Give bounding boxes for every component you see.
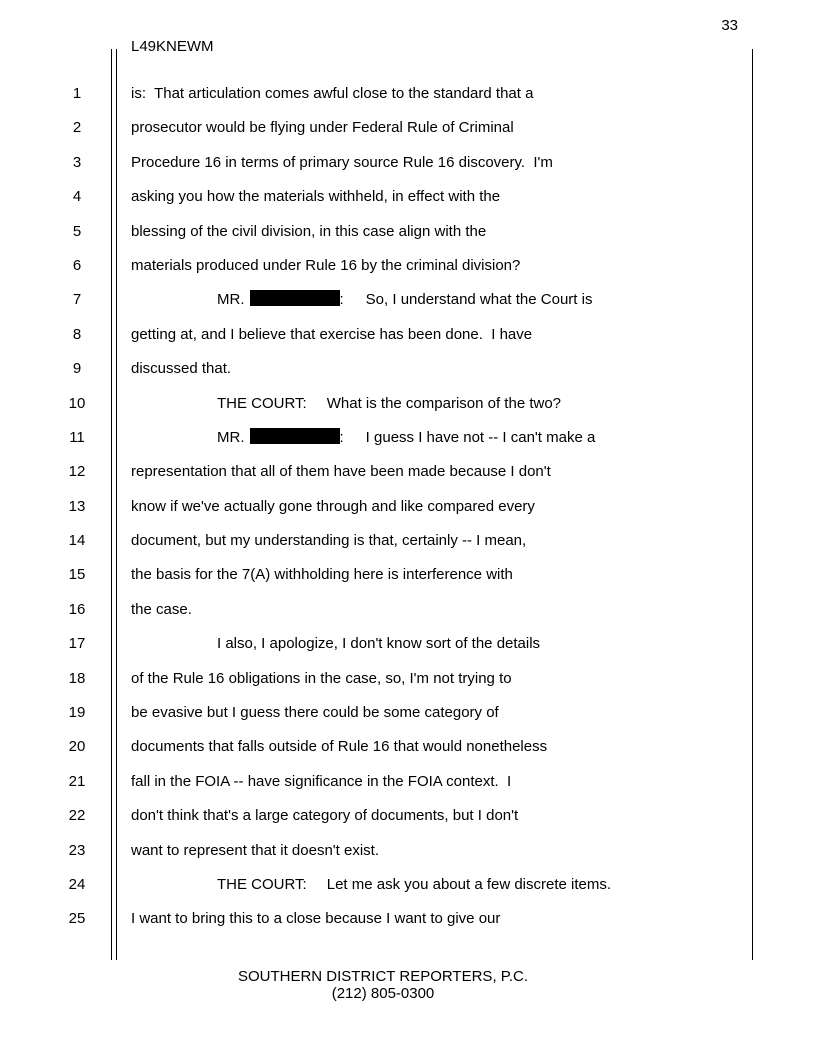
transcript-line xyxy=(0,256,816,290)
transcript-line xyxy=(0,497,816,531)
line-text: be evasive but I guess there could be some category of xyxy=(131,704,499,722)
footer xyxy=(0,968,766,1002)
line-text: asking you how the materials withheld, in effect with the xyxy=(131,188,501,206)
line-number: 18 xyxy=(68,669,86,687)
line-number: 23 xyxy=(68,841,86,859)
line-text: is: That articulation comes awful close to the standard that a xyxy=(131,85,534,102)
transcript-body xyxy=(0,84,816,944)
line-text: fall in the FOIA -- have significance in the FOIA context. I xyxy=(131,772,512,790)
line-number: 14 xyxy=(68,532,86,550)
line-text: blessing of the civil division, in this case align with the xyxy=(131,222,487,240)
transcript-line xyxy=(0,806,816,840)
transcript-line xyxy=(0,84,816,118)
line-number: 11 xyxy=(69,428,85,446)
page-number: 33 xyxy=(721,17,738,34)
redaction-block xyxy=(250,290,340,306)
line-text: materials produced under Rule 16 by the criminal division? xyxy=(131,256,521,274)
line-text: know if we've actually gone through and like compared every xyxy=(131,497,535,515)
speaker-label: THE COURT: xyxy=(217,394,307,412)
line-text: I guess I have not -- I can't make a xyxy=(365,428,596,446)
speaker-label: MR. xyxy=(217,428,245,446)
line-text: the case. xyxy=(131,600,192,618)
line-text: prosecutor would be flying under Federal Rule of Criminal xyxy=(131,119,514,137)
line-text: I want to bring this to a close because I want to give our xyxy=(131,910,501,928)
transcript-line xyxy=(0,737,816,771)
line-number: 20 xyxy=(68,738,86,756)
transcript-line xyxy=(0,669,816,703)
transcript-line xyxy=(0,600,816,634)
speaker-label: THE COURT: xyxy=(217,875,307,893)
line-number: 6 xyxy=(72,256,82,274)
line-text: I also, I apologize, I don't know sort of the details xyxy=(217,635,541,653)
transcript-line xyxy=(0,290,816,324)
line-text: Procedure 16 in terms of primary source Rule 16 discovery. I'm xyxy=(131,153,553,171)
line-number: 3 xyxy=(72,153,82,171)
line-number: 24 xyxy=(68,875,86,893)
line-text: the basis for the 7(A) withholding here is interference with xyxy=(131,566,513,584)
line-text: discussed that. xyxy=(131,360,232,378)
speaker-colon: : xyxy=(339,291,344,309)
line-number: 1 xyxy=(72,85,82,102)
line-text: want to represent that it doesn't exist. xyxy=(131,841,379,859)
speaker-colon: : xyxy=(339,428,344,446)
transcript-line xyxy=(0,394,816,428)
line-number: 10 xyxy=(68,394,86,412)
line-text: What is the comparison of the two? xyxy=(326,394,562,412)
footer-reporter: SOUTHERN DISTRICT REPORTERS, P.C. xyxy=(237,968,529,985)
line-text: don't think that's a large category of documents, but I don't xyxy=(131,807,519,825)
line-text: getting at, and I believe that exercise has been done. I have xyxy=(131,325,533,343)
transcript-line xyxy=(0,222,816,256)
line-number: 4 xyxy=(72,188,82,206)
line-number: 15 xyxy=(68,566,86,584)
line-text: representation that all of them have been made because I don't xyxy=(131,463,551,481)
line-number: 21 xyxy=(68,772,86,790)
transcript-line xyxy=(0,909,816,943)
line-number: 9 xyxy=(72,360,82,378)
transcript-line xyxy=(0,531,816,565)
footer-phone: (212) 805-0300 xyxy=(331,985,435,1002)
line-number: 7 xyxy=(72,291,82,309)
line-number: 12 xyxy=(68,463,86,481)
line-number: 8 xyxy=(72,325,82,343)
redaction-block xyxy=(250,428,340,444)
speaker-label: MR. xyxy=(217,291,245,309)
transcript-line xyxy=(0,428,816,462)
transcript-line xyxy=(0,772,816,806)
line-number: 22 xyxy=(68,807,86,825)
transcript-line xyxy=(0,118,816,152)
transcript-line xyxy=(0,841,816,875)
transcript-line xyxy=(0,359,816,393)
speaker-line xyxy=(217,428,595,447)
line-text: documents that falls outside of Rule 16 that would nonetheless xyxy=(131,738,548,756)
line-text: Let me ask you about a few discrete items. xyxy=(326,875,612,893)
line-number: 25 xyxy=(68,910,86,928)
line-text: So, I understand what the Court is xyxy=(365,291,593,309)
line-number: 16 xyxy=(68,600,86,618)
speaker-line xyxy=(217,875,611,894)
line-number: 2 xyxy=(72,119,82,137)
transcript-line xyxy=(0,153,816,187)
transcript-line xyxy=(0,462,816,496)
line-text: of the Rule 16 obligations in the case, so, I'm not trying to xyxy=(131,669,512,687)
line-number: 17 xyxy=(68,635,86,653)
transcript-line xyxy=(0,703,816,737)
speaker-line xyxy=(217,394,561,413)
transcript-line xyxy=(0,565,816,599)
line-number: 19 xyxy=(68,704,86,722)
line-number: 13 xyxy=(68,497,86,515)
transcript-line xyxy=(0,875,816,909)
line-text: document, but my understanding is that, certainly -- I mean, xyxy=(131,532,527,550)
line-number: 5 xyxy=(72,222,82,240)
speaker-line xyxy=(217,290,592,309)
case-code: L49KNEWM xyxy=(131,38,214,55)
transcript-line xyxy=(0,634,816,668)
transcript-line xyxy=(0,187,816,221)
transcript-line xyxy=(0,325,816,359)
